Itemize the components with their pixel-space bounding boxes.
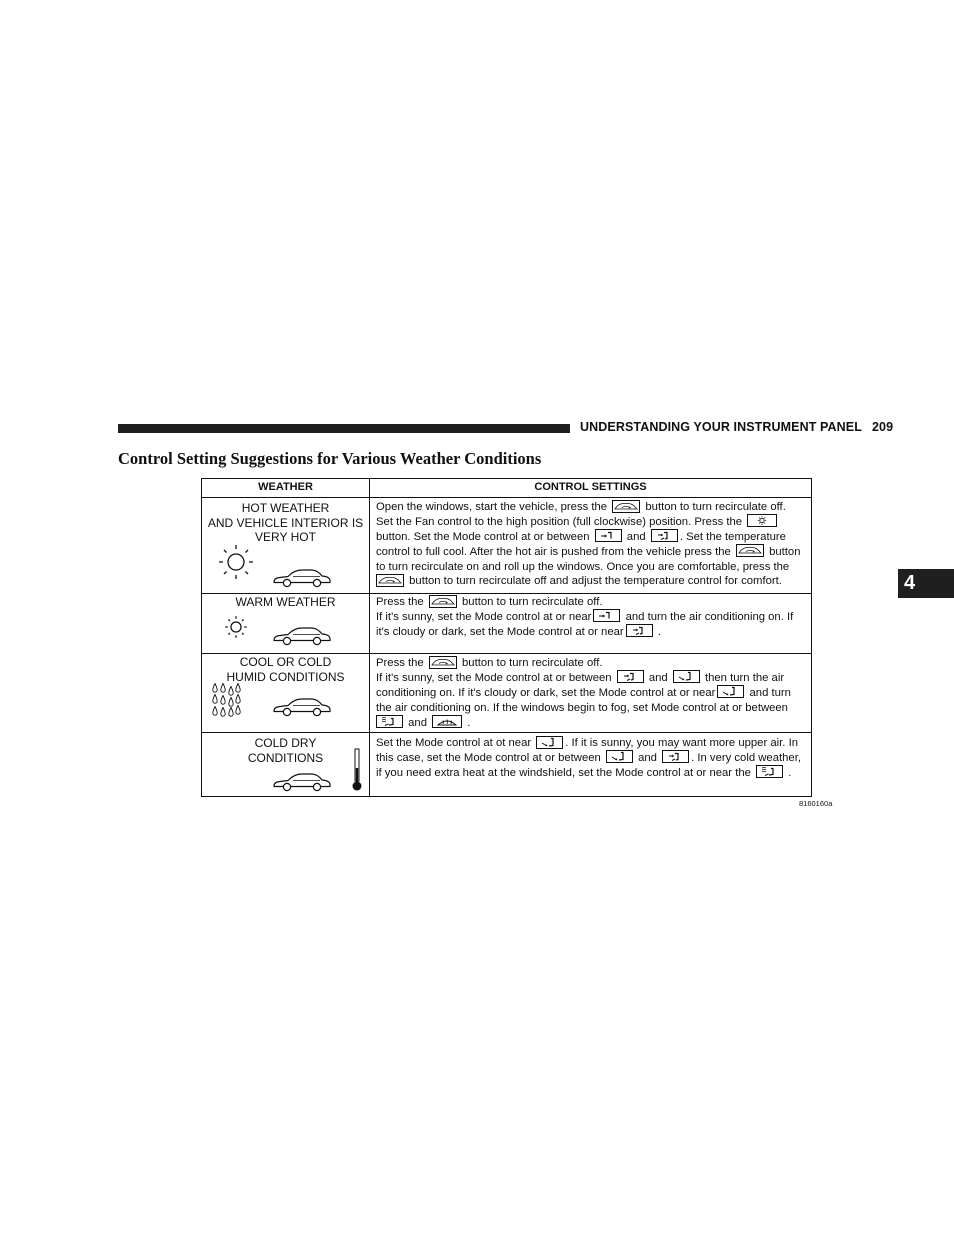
weather-line: AND VEHICLE INTERIOR IS [207,515,364,530]
weather-line: COOL OR COLD [239,655,332,669]
settings-cold-dry [376,736,808,781]
text: . [464,716,471,729]
text: if you need extra heat at the windshield, set the Mode control at or near the [376,766,751,779]
text: . If it is sunny, you may want more upper air. In [565,737,798,749]
car-icon [272,567,332,589]
chapter-tab[interactable]: 4 [898,569,954,598]
text: button. Set the Mode control at or between [376,530,590,543]
text: button to turn recirculate off and adjust the temperature control for comfort. [406,575,782,588]
header-bar [118,424,570,433]
weather-warm-label [202,595,369,610]
recirculation-icon [376,574,404,587]
text: to turn recirculate on and roll up the windows. Once you are comfortable, press the [376,560,790,573]
text: control to full cool. After the hot air is pushed from the vehicle press the [376,545,731,558]
weather-cold-dry-label [202,736,369,765]
recirculation-icon [429,656,457,669]
text: conditioning on. If it's cloudy or dark, set the Mode control at or near [376,686,716,699]
page-number: 209 [871,420,894,434]
panel-mode-icon [593,609,620,622]
text: then turn the air [701,671,785,684]
column-header-control-settings: CONTROL SETTINGS [534,481,647,493]
text: Press the [376,657,424,669]
row-divider [202,593,811,594]
text: and [634,751,661,764]
text: Set the Mode control at ot near [376,737,532,749]
floor-defrost-mode-icon [756,765,783,778]
car-icon [272,771,332,793]
column-header-weather: WEATHER [258,481,313,493]
text: it's cloudy or dark, set the Mode control at or near [376,625,624,638]
sun-icon [217,543,255,581]
recirculation-icon [429,595,457,608]
defrost-icon [432,715,462,728]
thermometer-icon [351,748,363,792]
sun-icon [224,615,248,639]
raindrops-icon [211,682,243,718]
text: and turn the air conditioning on. If [622,610,794,623]
text: Set the Fan control to the high position (full clockwise) position. Press the [376,515,743,528]
floor-mode-icon [606,750,633,763]
text: this case, set the Mode control at or between [376,751,601,764]
text: and [405,716,431,729]
text: . In very cold weather, [691,751,801,764]
text: . Set the temperature [679,530,786,543]
column-divider [369,479,370,796]
text: . [654,625,661,638]
text: button to turn recirculate off. [458,657,603,669]
settings-hot [376,500,808,589]
floor-mode-icon [536,736,563,749]
weather-line: COLD DRY [254,736,317,750]
text: button [765,545,801,558]
car-icon [272,625,332,647]
header-divider [202,497,811,498]
running-header [580,420,893,434]
text: . [785,766,792,779]
weather-control-table [201,478,812,797]
header-section: UNDERSTANDING YOUR INSTRUMENT PANEL [580,420,862,434]
text: Press the [376,596,424,608]
recirculation-icon [736,544,764,557]
weather-line: HOT WEATHER [241,501,330,515]
panel-mode-icon [595,529,622,542]
figure-code: 8160160a [799,799,833,808]
text: the air conditioning on. If the windows begin to fog, set Mode control at or between [376,701,788,714]
bilevel-mode-icon [626,624,653,637]
text: and turn [746,686,791,699]
weather-line: WARM WEATHER [235,595,336,609]
floor-mode-icon [717,685,744,698]
car-icon [272,696,332,718]
text: button to turn recirculate off. [458,596,603,608]
text: If it's sunny, set the Mode control at or near [376,610,592,623]
text: and [623,530,649,543]
row-divider [202,732,811,733]
floor-defrost-mode-icon [376,715,403,728]
row-divider [202,653,811,654]
weather-cool-humid-label [202,655,369,684]
text: Open the windows, start the vehicle, press the [376,501,608,513]
fan-icon [747,514,777,527]
bilevel-mode-icon [651,529,678,542]
text: If it's sunny, set the Mode control at or between [376,671,612,684]
bilevel-mode-icon [617,670,644,683]
weather-line: CONDITIONS [247,750,324,765]
recirculation-icon [612,500,640,513]
weather-line: VERY HOT [255,530,316,545]
bilevel-mode-icon [662,750,689,763]
settings-cool-humid [376,656,808,730]
weather-hot-label [202,501,369,545]
settings-warm [376,595,808,640]
section-title: Control Setting Suggestions for Various Weather Conditions [118,449,542,468]
floor-mode-icon [673,670,700,683]
weather-line: HUMID CONDITIONS [226,669,345,684]
text: and [645,671,671,684]
text: button to turn recirculate off. [642,501,786,513]
